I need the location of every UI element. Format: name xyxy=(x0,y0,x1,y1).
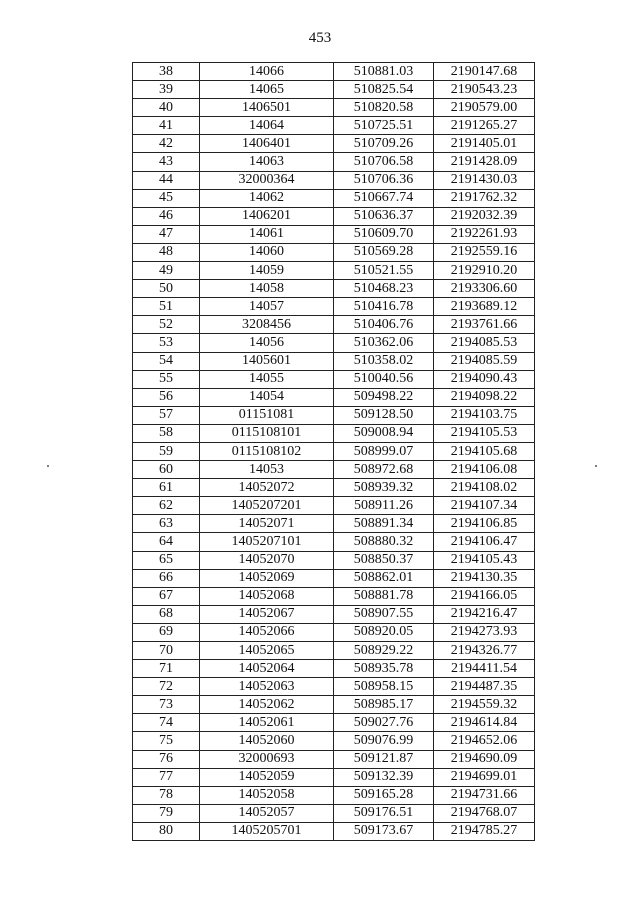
row-index-cell: 46 xyxy=(133,207,200,225)
row-index-cell: 55 xyxy=(133,370,200,388)
x-coordinate-cell: 508929.22 xyxy=(334,642,434,660)
y-coordinate-cell: 2194411.54 xyxy=(434,660,535,678)
row-index-cell: 67 xyxy=(133,587,200,605)
y-coordinate-cell: 2194690.09 xyxy=(434,750,535,768)
point-id-cell: 14052068 xyxy=(200,587,334,605)
table-row xyxy=(133,63,535,81)
table-row xyxy=(133,153,535,171)
table-row xyxy=(133,406,535,424)
row-index-cell: 78 xyxy=(133,786,200,804)
row-index-cell: 73 xyxy=(133,696,200,714)
row-index-cell: 57 xyxy=(133,406,200,424)
point-id-cell: 1406501 xyxy=(200,99,334,117)
coordinate-table-body xyxy=(133,63,535,841)
row-index-cell: 62 xyxy=(133,497,200,515)
row-index-cell: 47 xyxy=(133,225,200,243)
y-coordinate-cell: 2190543.23 xyxy=(434,81,535,99)
y-coordinate-cell: 2194699.01 xyxy=(434,768,535,786)
row-index-cell: 75 xyxy=(133,732,200,750)
row-index-cell: 53 xyxy=(133,334,200,352)
x-coordinate-cell: 508999.07 xyxy=(334,442,434,460)
row-index-cell: 38 xyxy=(133,63,200,81)
y-coordinate-cell: 2194108.02 xyxy=(434,479,535,497)
y-coordinate-cell: 2191428.09 xyxy=(434,153,535,171)
point-id-cell: 14052065 xyxy=(200,642,334,660)
table-row xyxy=(133,316,535,334)
x-coordinate-cell: 508880.32 xyxy=(334,533,434,551)
y-coordinate-cell: 2194105.68 xyxy=(434,442,535,460)
x-coordinate-cell: 510706.36 xyxy=(334,171,434,189)
table-row xyxy=(133,479,535,497)
y-coordinate-cell: 2193761.66 xyxy=(434,316,535,334)
x-coordinate-cell: 510825.54 xyxy=(334,81,434,99)
x-coordinate-cell: 508972.68 xyxy=(334,461,434,479)
y-coordinate-cell: 2193689.12 xyxy=(434,298,535,316)
row-index-cell: 64 xyxy=(133,533,200,551)
table-row xyxy=(133,569,535,587)
y-coordinate-cell: 2194107.34 xyxy=(434,497,535,515)
point-id-cell: 14058 xyxy=(200,280,334,298)
row-index-cell: 68 xyxy=(133,605,200,623)
point-id-cell: 14057 xyxy=(200,298,334,316)
table-row xyxy=(133,768,535,786)
point-id-cell: 14052066 xyxy=(200,623,334,641)
point-id-cell: 14063 xyxy=(200,153,334,171)
y-coordinate-cell: 2194326.77 xyxy=(434,642,535,660)
y-coordinate-cell: 2192559.16 xyxy=(434,243,535,261)
table-row xyxy=(133,171,535,189)
point-id-cell: 14052058 xyxy=(200,786,334,804)
table-row xyxy=(133,334,535,352)
point-id-cell: 14062 xyxy=(200,189,334,207)
point-id-cell: 14052057 xyxy=(200,804,334,822)
row-index-cell: 52 xyxy=(133,316,200,334)
point-id-cell: 1405207101 xyxy=(200,533,334,551)
x-coordinate-cell: 510406.76 xyxy=(334,316,434,334)
x-coordinate-cell: 510040.56 xyxy=(334,370,434,388)
row-index-cell: 61 xyxy=(133,479,200,497)
table-row xyxy=(133,81,535,99)
table-row xyxy=(133,207,535,225)
point-id-cell: 14052062 xyxy=(200,696,334,714)
x-coordinate-cell: 508850.37 xyxy=(334,551,434,569)
row-index-cell: 48 xyxy=(133,243,200,261)
row-index-cell: 79 xyxy=(133,804,200,822)
point-id-cell: 01151081 xyxy=(200,406,334,424)
y-coordinate-cell: 2194106.47 xyxy=(434,533,535,551)
point-id-cell: 14052064 xyxy=(200,660,334,678)
point-id-cell: 14052061 xyxy=(200,714,334,732)
x-coordinate-cell: 508862.01 xyxy=(334,569,434,587)
y-coordinate-cell: 2194273.93 xyxy=(434,623,535,641)
x-coordinate-cell: 510820.58 xyxy=(334,99,434,117)
page-number: 453 xyxy=(308,30,332,46)
point-id-cell: 1405601 xyxy=(200,352,334,370)
y-coordinate-cell: 2190579.00 xyxy=(434,99,535,117)
row-index-cell: 60 xyxy=(133,461,200,479)
table-row xyxy=(133,370,535,388)
x-coordinate-cell: 510362.06 xyxy=(334,334,434,352)
x-coordinate-cell: 509173.67 xyxy=(334,822,434,840)
table-row xyxy=(133,587,535,605)
table-row xyxy=(133,804,535,822)
table-row xyxy=(133,642,535,660)
point-id-cell: 14052067 xyxy=(200,605,334,623)
x-coordinate-cell: 510706.58 xyxy=(334,153,434,171)
row-index-cell: 39 xyxy=(133,81,200,99)
point-id-cell: 1405205701 xyxy=(200,822,334,840)
row-index-cell: 72 xyxy=(133,678,200,696)
table-row xyxy=(133,117,535,135)
x-coordinate-cell: 508920.05 xyxy=(334,623,434,641)
y-coordinate-cell: 2194166.05 xyxy=(434,587,535,605)
y-coordinate-cell: 2191265.27 xyxy=(434,117,535,135)
table-row xyxy=(133,786,535,804)
point-id-cell: 14056 xyxy=(200,334,334,352)
point-id-cell: 14052072 xyxy=(200,479,334,497)
y-coordinate-cell: 2194090.43 xyxy=(434,370,535,388)
point-id-cell: 3208456 xyxy=(200,316,334,334)
point-id-cell: 14065 xyxy=(200,81,334,99)
y-coordinate-cell: 2194559.32 xyxy=(434,696,535,714)
table-row xyxy=(133,750,535,768)
row-index-cell: 50 xyxy=(133,280,200,298)
point-id-cell: 14052060 xyxy=(200,732,334,750)
row-index-cell: 51 xyxy=(133,298,200,316)
x-coordinate-cell: 510416.78 xyxy=(334,298,434,316)
x-coordinate-cell: 510881.03 xyxy=(334,63,434,81)
point-id-cell: 0115108101 xyxy=(200,424,334,442)
row-index-cell: 40 xyxy=(133,99,200,117)
row-index-cell: 54 xyxy=(133,352,200,370)
x-coordinate-cell: 509128.50 xyxy=(334,406,434,424)
row-index-cell: 80 xyxy=(133,822,200,840)
table-row xyxy=(133,388,535,406)
x-coordinate-cell: 510667.74 xyxy=(334,189,434,207)
y-coordinate-cell: 2194105.43 xyxy=(434,551,535,569)
point-id-cell: 1405207201 xyxy=(200,497,334,515)
point-id-cell: 14064 xyxy=(200,117,334,135)
y-coordinate-cell: 2194130.35 xyxy=(434,569,535,587)
y-coordinate-cell: 2194103.75 xyxy=(434,406,535,424)
x-coordinate-cell: 510709.26 xyxy=(334,135,434,153)
table-row xyxy=(133,99,535,117)
x-coordinate-cell: 510569.28 xyxy=(334,243,434,261)
x-coordinate-cell: 508881.78 xyxy=(334,587,434,605)
table-row xyxy=(133,696,535,714)
row-index-cell: 43 xyxy=(133,153,200,171)
point-id-cell: 14052059 xyxy=(200,768,334,786)
row-index-cell: 76 xyxy=(133,750,200,768)
x-coordinate-cell: 508911.26 xyxy=(334,497,434,515)
y-coordinate-cell: 2194768.07 xyxy=(434,804,535,822)
y-coordinate-cell: 2194731.66 xyxy=(434,786,535,804)
row-index-cell: 65 xyxy=(133,551,200,569)
y-coordinate-cell: 2194098.22 xyxy=(434,388,535,406)
y-coordinate-cell: 2194216.47 xyxy=(434,605,535,623)
point-id-cell: 1406401 xyxy=(200,135,334,153)
row-index-cell: 69 xyxy=(133,623,200,641)
point-id-cell: 1406201 xyxy=(200,207,334,225)
table-row xyxy=(133,551,535,569)
point-id-cell: 14052069 xyxy=(200,569,334,587)
table-row xyxy=(133,822,535,840)
x-coordinate-cell: 508939.32 xyxy=(334,479,434,497)
y-coordinate-cell: 2194106.85 xyxy=(434,515,535,533)
x-coordinate-cell: 510468.23 xyxy=(334,280,434,298)
x-coordinate-cell: 510521.55 xyxy=(334,262,434,280)
row-index-cell: 45 xyxy=(133,189,200,207)
table-row xyxy=(133,424,535,442)
row-index-cell: 71 xyxy=(133,660,200,678)
row-index-cell: 44 xyxy=(133,171,200,189)
y-coordinate-cell: 2192032.39 xyxy=(434,207,535,225)
y-coordinate-cell: 2191405.01 xyxy=(434,135,535,153)
row-index-cell: 58 xyxy=(133,424,200,442)
x-coordinate-cell: 508907.55 xyxy=(334,605,434,623)
y-coordinate-cell: 2194105.53 xyxy=(434,424,535,442)
x-coordinate-cell: 510636.37 xyxy=(334,207,434,225)
x-coordinate-cell: 510725.51 xyxy=(334,117,434,135)
table-row xyxy=(133,660,535,678)
x-coordinate-cell: 509132.39 xyxy=(334,768,434,786)
point-id-cell: 14060 xyxy=(200,243,334,261)
table-row xyxy=(133,732,535,750)
y-coordinate-cell: 2194652.06 xyxy=(434,732,535,750)
row-index-cell: 70 xyxy=(133,642,200,660)
point-id-cell: 14061 xyxy=(200,225,334,243)
point-id-cell: 32000693 xyxy=(200,750,334,768)
table-row xyxy=(133,189,535,207)
point-id-cell: 14052070 xyxy=(200,551,334,569)
x-coordinate-cell: 510609.70 xyxy=(334,225,434,243)
y-coordinate-cell: 2190147.68 xyxy=(434,63,535,81)
scan-speck-left xyxy=(47,465,49,467)
x-coordinate-cell: 509121.87 xyxy=(334,750,434,768)
y-coordinate-cell: 2191430.03 xyxy=(434,171,535,189)
table-row xyxy=(133,714,535,732)
row-index-cell: 41 xyxy=(133,117,200,135)
table-row xyxy=(133,605,535,623)
x-coordinate-cell: 508958.15 xyxy=(334,678,434,696)
row-index-cell: 42 xyxy=(133,135,200,153)
x-coordinate-cell: 509176.51 xyxy=(334,804,434,822)
table-row xyxy=(133,225,535,243)
table-row xyxy=(133,280,535,298)
row-index-cell: 77 xyxy=(133,768,200,786)
point-id-cell: 14053 xyxy=(200,461,334,479)
table-row xyxy=(133,352,535,370)
x-coordinate-cell: 508985.17 xyxy=(334,696,434,714)
table-row xyxy=(133,442,535,460)
table-row xyxy=(133,135,535,153)
y-coordinate-cell: 2194085.53 xyxy=(434,334,535,352)
y-coordinate-cell: 2194085.59 xyxy=(434,352,535,370)
y-coordinate-cell: 2194106.08 xyxy=(434,461,535,479)
point-id-cell: 0115108102 xyxy=(200,442,334,460)
y-coordinate-cell: 2194785.27 xyxy=(434,822,535,840)
table-row xyxy=(133,298,535,316)
x-coordinate-cell: 509076.99 xyxy=(334,732,434,750)
x-coordinate-cell: 509498.22 xyxy=(334,388,434,406)
row-index-cell: 59 xyxy=(133,442,200,460)
point-id-cell: 14052071 xyxy=(200,515,334,533)
y-coordinate-cell: 2194614.84 xyxy=(434,714,535,732)
table-row xyxy=(133,515,535,533)
y-coordinate-cell: 2194487.35 xyxy=(434,678,535,696)
row-index-cell: 63 xyxy=(133,515,200,533)
row-index-cell: 56 xyxy=(133,388,200,406)
x-coordinate-cell: 509008.94 xyxy=(334,424,434,442)
row-index-cell: 66 xyxy=(133,569,200,587)
table-row xyxy=(133,497,535,515)
point-id-cell: 14066 xyxy=(200,63,334,81)
point-id-cell: 14052063 xyxy=(200,678,334,696)
x-coordinate-cell: 510358.02 xyxy=(334,352,434,370)
y-coordinate-cell: 2193306.60 xyxy=(434,280,535,298)
point-id-cell: 14054 xyxy=(200,388,334,406)
row-index-cell: 74 xyxy=(133,714,200,732)
table-row xyxy=(133,243,535,261)
y-coordinate-cell: 2191762.32 xyxy=(434,189,535,207)
y-coordinate-cell: 2192910.20 xyxy=(434,262,535,280)
coordinate-table xyxy=(132,62,535,841)
table-row xyxy=(133,533,535,551)
table-row xyxy=(133,623,535,641)
table-row xyxy=(133,678,535,696)
point-id-cell: 14059 xyxy=(200,262,334,280)
x-coordinate-cell: 508935.78 xyxy=(334,660,434,678)
row-index-cell: 49 xyxy=(133,262,200,280)
y-coordinate-cell: 2192261.93 xyxy=(434,225,535,243)
table-row xyxy=(133,461,535,479)
point-id-cell: 14055 xyxy=(200,370,334,388)
x-coordinate-cell: 508891.34 xyxy=(334,515,434,533)
scan-speck-right xyxy=(595,465,597,467)
x-coordinate-cell: 509165.28 xyxy=(334,786,434,804)
point-id-cell: 32000364 xyxy=(200,171,334,189)
x-coordinate-cell: 509027.76 xyxy=(334,714,434,732)
table-row xyxy=(133,262,535,280)
